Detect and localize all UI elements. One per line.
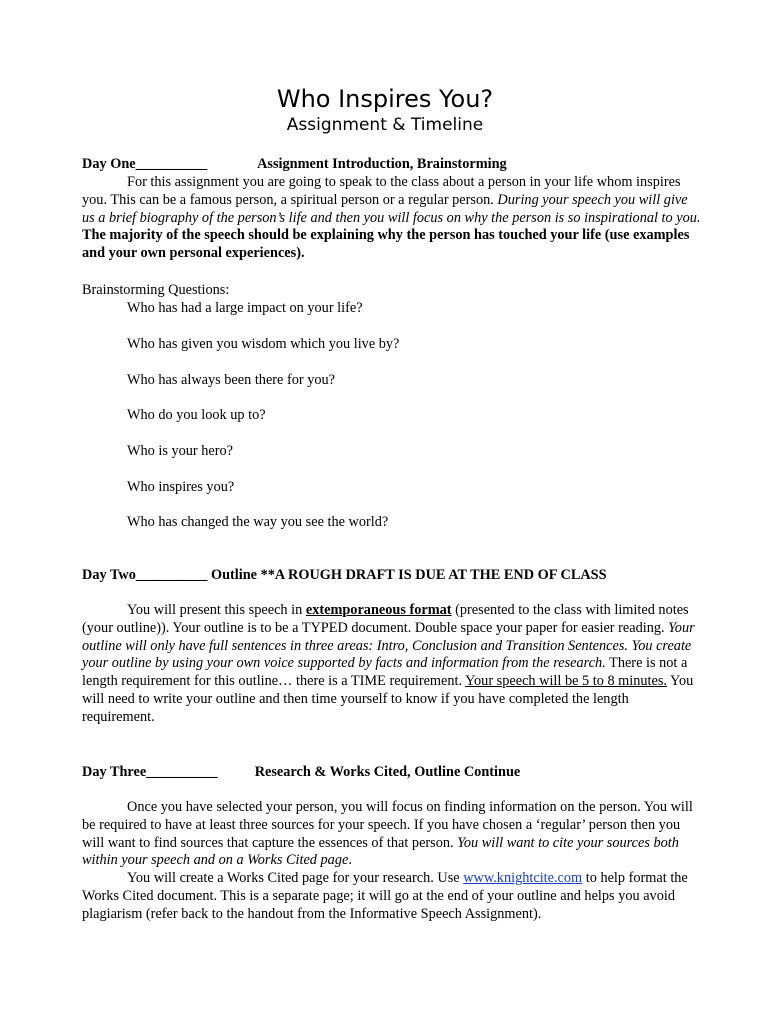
day-two-paragraph: [82, 602, 702, 727]
day-two-heading: [82, 567, 702, 585]
day-three-label: Day Three__________: [82, 764, 218, 780]
question-item: Who has always been there for you?: [127, 372, 336, 388]
question-item: Who is your hero?: [127, 443, 234, 459]
day-three-italic-text: You will want to cite your sources both within your speech and on a Works Cited page: [82, 834, 679, 869]
page-subtitle: Assignment & Timeline: [286, 115, 484, 135]
day-one-topic: Assignment Introduction, Brainstorming: [257, 156, 507, 172]
day-two-text: (presented to the class with limited notes (your outline)). Your outline is to be a TYPED document. Double space your paper for easier reading.: [82, 602, 689, 636]
day-three-heading: [82, 764, 702, 782]
day-three-text: Once you have selected your person, you will focus on finding information on the person. You will be required to have at least three sources for your speech. If you have chosen a ‘regular’ person then you will want to find sources that capture the essences of that person.: [82, 799, 693, 851]
day-two-topic: Outline **A ROUGH DRAFT IS DUE AT THE END OF CLASS: [207, 567, 607, 583]
time-requirement-text: Your speech will be 5 to 8 minutes.: [465, 673, 668, 690]
day-three-paragraph-2: [82, 870, 702, 923]
day-one-text: For this assignment you are going to speak to the class about a person in your life whom inspires you. This can be a famous person, a spiritual person or a regular person.: [82, 174, 681, 208]
day-two-label: Day Two__________: [82, 567, 208, 583]
day-one-label: Day One__________: [82, 156, 208, 172]
day-two-text: You will need to write your outline and then time yourself to know if you have completed the length requirement.: [82, 673, 694, 725]
day-two-italic-text: Your outline will only have full sentences in three areas: Intro, Conclusion and Transition Sentences. You create your outline by using your own voice supported by facts and information from the research.: [82, 619, 695, 672]
day-one-bold-text: The majority of the speech should be explaining why the person has touched your life (use examples and your own personal experiences).: [82, 227, 690, 262]
day-three-topic: Research & Works Cited, Outline Continue: [254, 764, 521, 780]
day-two-text: You will present this speech in: [127, 602, 306, 618]
day-three-text: .: [348, 852, 352, 869]
day-three-text: to help format the Works Cited document. This is a separate page; it will go at the end of your outline and helps you avoid plagiarism (refer back to the handout from the Informative Speech Assignment).: [82, 870, 688, 922]
day-three-text: You will create a Works Cited page for your research. Use: [127, 870, 464, 886]
question-item: Who has changed the way you see the world?: [127, 514, 389, 530]
day-one-paragraph: [82, 174, 702, 263]
day-three-paragraph-1: [82, 799, 702, 870]
brainstorm-label: Brainstorming Questions:: [82, 282, 230, 298]
day-one-italic-text: During your speech you will give us a brief biography of the person’s life and then you will focus on why the person is so inspirational to you.: [82, 191, 701, 226]
day-two-text: There is not a length requirement for this outline… there is a TIME requirement.: [82, 655, 688, 690]
question-item: Who has given you wisdom which you live by?: [127, 336, 400, 352]
day-one-heading: [82, 156, 702, 174]
knightcite-link[interactable]: www.knightcite.com: [463, 870, 583, 886]
page-title: Who Inspires You?: [276, 85, 494, 113]
question-item: Who inspires you?: [127, 479, 235, 495]
question-item: Who do you look up to?: [127, 407, 266, 423]
extemporaneous-format-text: extemporaneous format: [305, 602, 452, 618]
question-item: Who has had a large impact on your life?: [127, 300, 363, 316]
